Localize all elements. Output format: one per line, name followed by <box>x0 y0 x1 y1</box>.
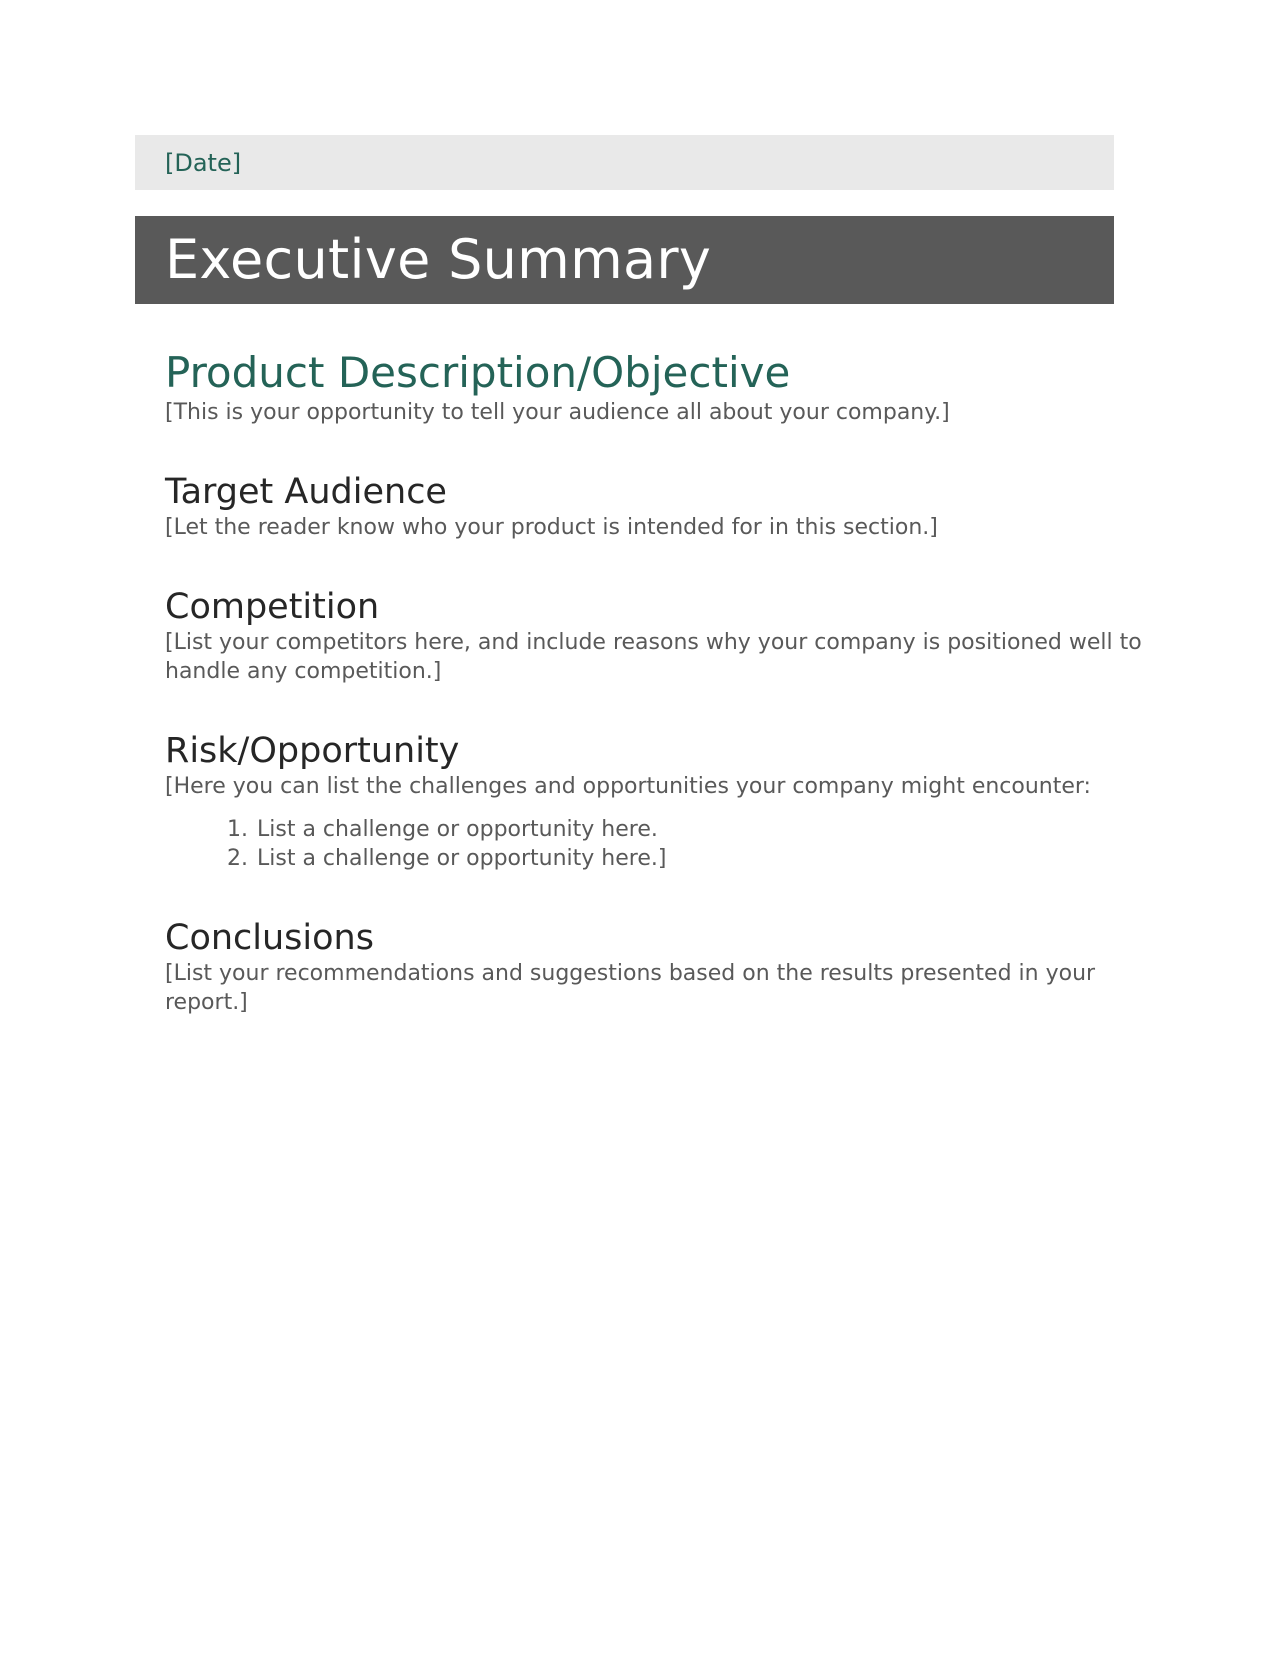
section-body[interactable]: [This is your opportunity to tell your audience all about your company.] <box>165 400 950 426</box>
section-body[interactable]: [List your recommendations and suggestions based on the results presented in your report.] <box>165 961 1096 1016</box>
section-risk-opportunity <box>165 730 1155 873</box>
risk-list <box>165 815 1155 873</box>
document-title[interactable]: Executive Summary <box>165 228 712 291</box>
date-bar <box>135 135 1114 190</box>
section-heading[interactable]: Risk/Opportunity <box>165 731 460 772</box>
section-body[interactable]: [Let the reader know who your product is intended for in this section.] <box>165 515 938 541</box>
section-competition <box>165 586 1155 686</box>
section-product-description <box>165 348 1155 427</box>
section-heading[interactable]: Conclusions <box>165 918 374 959</box>
document-body <box>165 348 1155 1017</box>
section-heading[interactable]: Competition <box>165 587 380 628</box>
title-bar <box>135 216 1114 304</box>
section-conclusions <box>165 917 1155 1017</box>
list-item[interactable]: 1. List a challenge or opportunity here. <box>255 815 1155 844</box>
section-body[interactable]: [List your competitors here, and include reasons why your company is positioned well to handle any competition.] <box>165 630 1142 685</box>
section-heading[interactable]: Product Description/Objective <box>165 348 791 397</box>
list-item[interactable]: 2. List a challenge or opportunity here.] <box>255 844 1155 873</box>
section-body[interactable]: [Here you can list the challenges and opportunities your company might encounter: <box>165 774 1091 800</box>
section-target-audience <box>165 471 1155 542</box>
date-placeholder[interactable]: [Date] <box>165 148 242 177</box>
section-heading[interactable]: Target Audience <box>165 472 447 513</box>
